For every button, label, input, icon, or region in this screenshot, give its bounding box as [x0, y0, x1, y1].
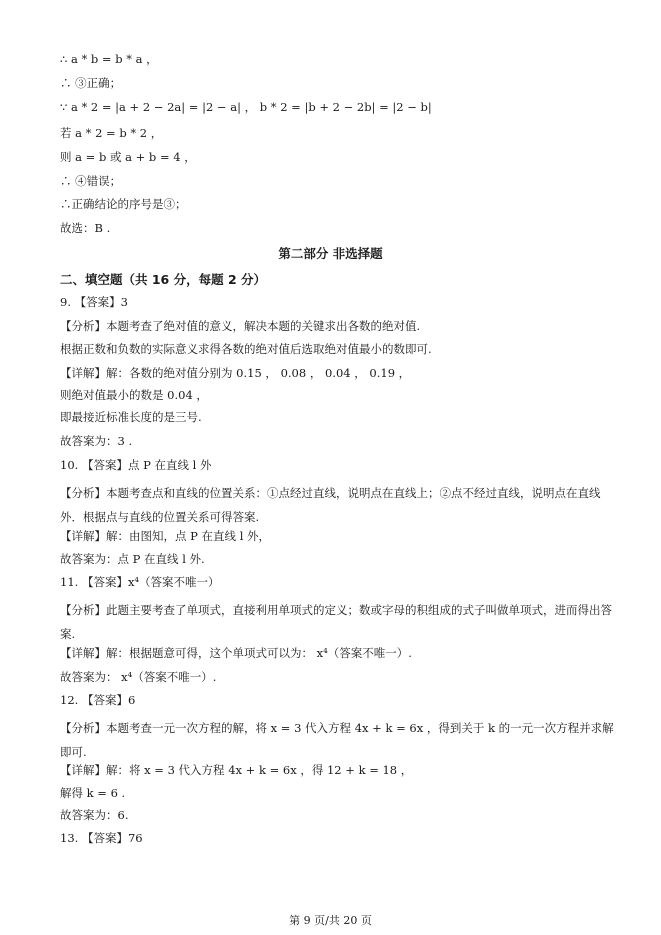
part-title: 第二部分 非选择题	[278, 246, 383, 261]
answer-line: 10. 【答案】点 P 在直线 l 外	[60, 458, 212, 472]
analysis-line: 【分析】此题主要考查了单项式，直接利用单项式的定义；数或字母的积组成的式子叫做单项式，进而得出答案.	[60, 603, 612, 641]
conclusion-line: 故答案为：3 .	[60, 434, 133, 448]
conclusion-line: 故答案为： x⁴（答案不唯一）.	[60, 670, 217, 684]
text-line: ∴ a * b = b * a ，	[60, 52, 158, 66]
text-line: 若 a * 2 = b * 2 ，	[60, 126, 163, 140]
detail-line: 【详解】解：将 x = 3 代入方程 4x + k = 6x ，得 12 + k = 18 ，	[60, 763, 413, 777]
detail-line: 【详解】解：各数的绝对值分别为 0.15 ， 0.08 ， 0.04 ， 0.19 ，	[60, 366, 411, 380]
detail-line: 即最接近标准长度的是三号.	[60, 410, 202, 424]
section-heading: 二、填空题（共 16 分，每题 2 分）	[60, 272, 267, 287]
answer-line: 13. 【答案】76	[60, 831, 143, 845]
text-line: ∵ a * 2 = |a + 2 − 2a| = |2 − a| ， b * 2 = |b + 2 − 2b| = |2 − b|	[60, 100, 432, 114]
conclusion-line: 故答案为：6.	[60, 808, 129, 822]
page-footer: 第 9 页/共 20 页	[289, 914, 372, 927]
detail-line: 【详解】解：根据题意可得，这个单项式可以为： x⁴（答案不唯一）.	[60, 646, 412, 660]
answer-line: 9. 【答案】3	[60, 295, 128, 309]
analysis-line: 【分析】本题考查一元一次方程的解，将 x = 3 代入方程 4x + k = 6x ，得到关于 k 的一元一次方程并求解即可.	[60, 721, 614, 759]
text-line: ∴ ④错误；	[60, 174, 122, 188]
answer-line: 12. 【答案】6	[60, 693, 136, 707]
analysis-line: 根据正数和负数的实际意义求得各数的绝对值后选取绝对值最小的数即可.	[60, 342, 432, 356]
text-line: ∴正确结论的序号是③；	[60, 197, 187, 211]
detail-line: 【详解】解：由图知，点 P 在直线 l 外，	[60, 529, 271, 543]
conclusion-line: 故答案为：点 P 在直线 l 外.	[60, 552, 205, 566]
detail-line: 解得 k = 6 .	[60, 786, 126, 800]
text-line: 故选：B .	[60, 221, 111, 235]
detail-line: 则绝对值最小的数是 0.04 ，	[60, 388, 208, 402]
analysis-line: 【分析】本题考查了绝对值的意义，解决本题的关键求出各数的绝对值.	[60, 319, 421, 333]
text-line: ∴ ③正确；	[60, 76, 122, 90]
text-line: 则 a = b 或 a + b = 4 ，	[60, 150, 196, 164]
analysis-line: 【分析】本题考查点和直线的位置关系：①点经过直线，说明点在直线上；②点不经过直线，说明点在直线外．根据点与直线的位置关系可得答案.	[60, 486, 601, 524]
answer-line: 11. 【答案】x⁴（答案不唯一）	[60, 575, 220, 589]
